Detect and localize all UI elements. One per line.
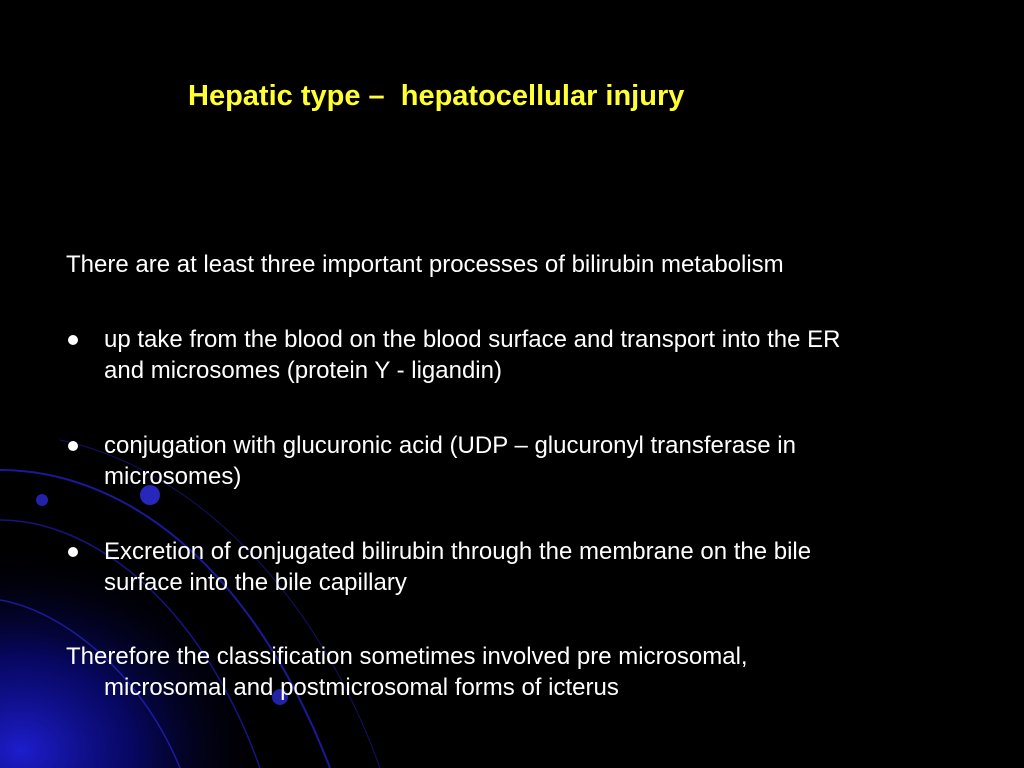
conclusion-line-1: Therefore the classification sometimes involved pre microsomal, <box>66 643 748 670</box>
conclusion-paragraph <box>66 641 996 703</box>
bullet-item <box>66 324 996 386</box>
conclusion-line-2: microsomal and postmicrosomal forms of icterus <box>104 674 619 701</box>
bullet-item <box>66 430 996 492</box>
bullet-dot-icon <box>66 430 104 492</box>
bullet-dot-icon <box>66 324 104 386</box>
bullet-item <box>66 536 996 598</box>
intro-paragraph: There are at least three important processes of bilirubin metabolism <box>66 251 784 278</box>
bullet-text: up take from the blood on the blood surface and transport into the ER and microsomes (protein Y - ligandin) <box>104 326 841 384</box>
bullet-text: Excretion of conjugated bilirubin through the membrane on the bile surface into the bile capillary <box>104 538 812 596</box>
bullet-dot-icon <box>66 536 104 598</box>
bullet-text: conjugation with glucuronic acid (UDP – glucuronyl transferase in microsomes) <box>104 432 796 490</box>
slide-title: Hepatic type – hepatocellular injury <box>188 80 685 112</box>
